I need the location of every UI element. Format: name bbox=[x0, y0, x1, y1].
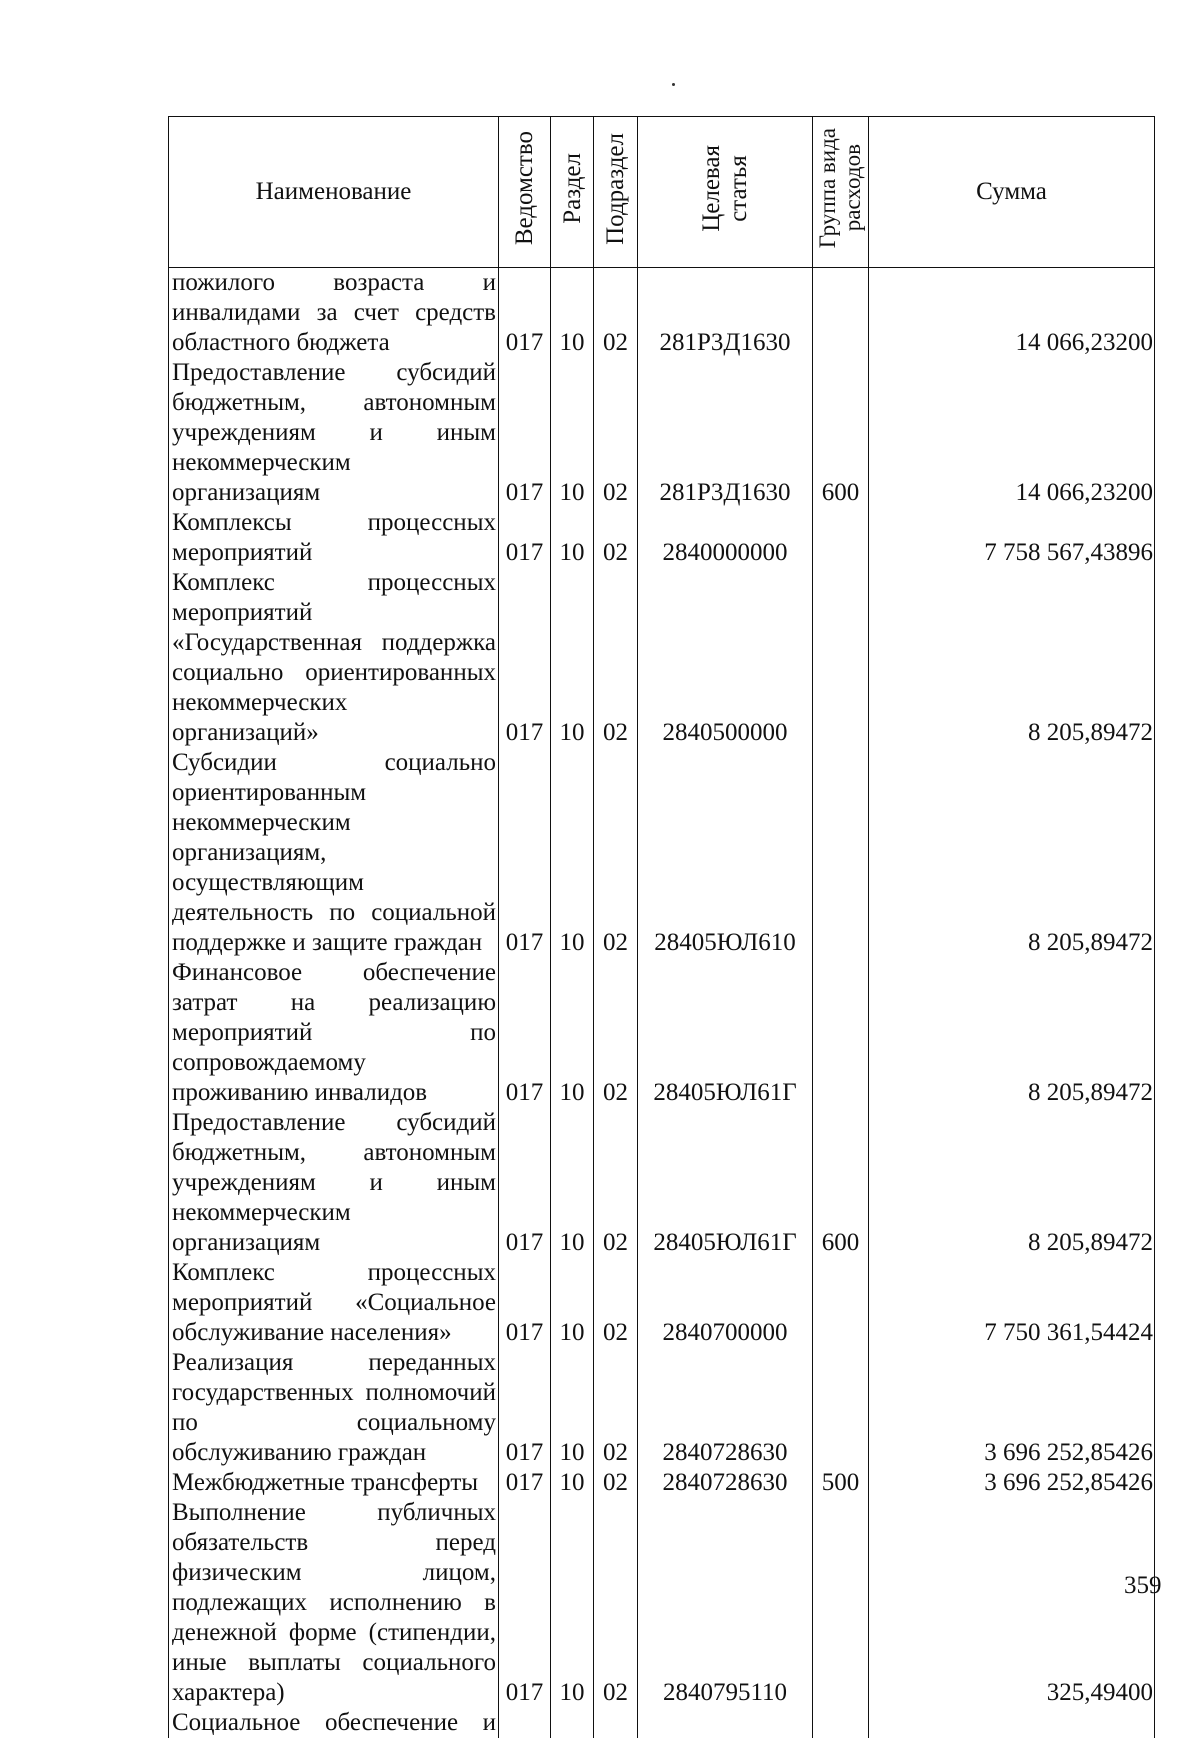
row-target: 281Р3Д1630 bbox=[638, 268, 813, 359]
row-subsection bbox=[594, 1708, 638, 1738]
row-subsection: 02 bbox=[594, 1348, 638, 1468]
header-sum: Сумма bbox=[869, 117, 1155, 268]
row-section: 10 bbox=[551, 268, 594, 359]
row-section: 10 bbox=[551, 508, 594, 568]
table-row bbox=[169, 268, 1155, 359]
header-dept: Ведомство bbox=[499, 117, 551, 268]
row-group bbox=[813, 1708, 869, 1738]
row-group bbox=[813, 748, 869, 958]
table-row bbox=[169, 748, 1155, 958]
row-group bbox=[813, 1258, 869, 1348]
header-name: Наименование bbox=[169, 117, 499, 268]
row-target: 28405ЮЛ610 bbox=[638, 748, 813, 958]
row-name: Выполнение публичных обязательств перед физическим лицом, подлежащих исполнению в денежной форме (стипендии, иные выплаты социального характера) bbox=[169, 1498, 499, 1708]
header-group: Группа вида расходов bbox=[813, 117, 869, 268]
row-target: 28405ЮЛ61Г bbox=[638, 1108, 813, 1258]
row-sum: 7 758 567,43896 bbox=[869, 508, 1155, 568]
row-group bbox=[813, 1498, 869, 1708]
row-group bbox=[813, 508, 869, 568]
row-group: 600 bbox=[813, 358, 869, 508]
row-subsection: 02 bbox=[594, 1108, 638, 1258]
table-row bbox=[169, 1708, 1155, 1738]
row-sum bbox=[869, 1708, 1155, 1738]
row-target: 281Р3Д1630 bbox=[638, 358, 813, 508]
row-target: 2840000000 bbox=[638, 508, 813, 568]
row-target: 2840728630 bbox=[638, 1468, 813, 1498]
table-row bbox=[169, 958, 1155, 1108]
budget-table bbox=[168, 116, 1155, 1738]
row-subsection: 02 bbox=[594, 1498, 638, 1708]
row-dept: 017 bbox=[499, 1258, 551, 1348]
row-group bbox=[813, 1348, 869, 1468]
row-group bbox=[813, 958, 869, 1108]
row-dept bbox=[499, 1708, 551, 1738]
header-target: Целевая статья bbox=[638, 117, 813, 268]
row-section: 10 bbox=[551, 1348, 594, 1468]
row-group: 500 bbox=[813, 1468, 869, 1498]
row-sum: 3 696 252,85426 bbox=[869, 1348, 1155, 1468]
row-name: Предоставление субсидий бюджетным, автономным учреждениям и иным некоммерческим организациям bbox=[169, 1108, 499, 1258]
row-subsection: 02 bbox=[594, 568, 638, 748]
table-row bbox=[169, 1498, 1155, 1708]
row-name: Межбюджетные трансферты bbox=[169, 1468, 499, 1498]
row-subsection: 02 bbox=[594, 358, 638, 508]
row-dept: 017 bbox=[499, 748, 551, 958]
row-sum: 8 205,89472 bbox=[869, 568, 1155, 748]
row-sum: 8 205,89472 bbox=[869, 958, 1155, 1108]
row-dept: 017 bbox=[499, 1108, 551, 1258]
row-subsection: 02 bbox=[594, 1258, 638, 1348]
header-section: Раздел bbox=[551, 117, 594, 268]
row-target: 2840728630 bbox=[638, 1348, 813, 1468]
scan-speck bbox=[672, 83, 675, 86]
row-section bbox=[551, 1708, 594, 1738]
row-section: 10 bbox=[551, 568, 594, 748]
row-dept: 017 bbox=[499, 958, 551, 1108]
page-number: 359 bbox=[1124, 1572, 1162, 1599]
row-name: Комплексы процессных мероприятий bbox=[169, 508, 499, 568]
row-name: Реализация переданных государственных полномочий по социальному обслуживанию граждан bbox=[169, 1348, 499, 1468]
row-group bbox=[813, 268, 869, 359]
row-target: 2840795110 bbox=[638, 1498, 813, 1708]
row-target: 2840700000 bbox=[638, 1258, 813, 1348]
row-subsection: 02 bbox=[594, 748, 638, 958]
row-section: 10 bbox=[551, 748, 594, 958]
row-sum: 3 696 252,85426 bbox=[869, 1468, 1155, 1498]
table-row bbox=[169, 358, 1155, 508]
row-target bbox=[638, 1708, 813, 1738]
table-row bbox=[169, 1258, 1155, 1348]
row-name: Финансовое обеспечение затрат на реализацию мероприятий по сопровождаемому проживанию инвалидов bbox=[169, 958, 499, 1108]
row-sum: 7 750 361,54424 bbox=[869, 1258, 1155, 1348]
row-dept: 017 bbox=[499, 1498, 551, 1708]
table-header-row bbox=[169, 117, 1155, 268]
row-subsection: 02 bbox=[594, 958, 638, 1108]
row-name: пожилого возраста и инвалидами за счет средств областного бюджета bbox=[169, 268, 499, 359]
table-row bbox=[169, 1108, 1155, 1258]
table-row bbox=[169, 508, 1155, 568]
row-section: 10 bbox=[551, 1258, 594, 1348]
budget-table-container bbox=[168, 116, 1154, 1738]
row-subsection: 02 bbox=[594, 268, 638, 359]
row-group: 600 bbox=[813, 1108, 869, 1258]
row-subsection: 02 bbox=[594, 1468, 638, 1498]
row-dept: 017 bbox=[499, 1468, 551, 1498]
table-row bbox=[169, 1348, 1155, 1468]
row-dept: 017 bbox=[499, 508, 551, 568]
row-group bbox=[813, 568, 869, 748]
row-target: 2840500000 bbox=[638, 568, 813, 748]
row-section: 10 bbox=[551, 958, 594, 1108]
row-name: Предоставление субсидий бюджетным, автономным учреждениям и иным некоммерческим организациям bbox=[169, 358, 499, 508]
row-name: Субсидии социально ориентированным некоммерческим организациям, осуществляющим деятельность по социальной поддержке и защите граждан bbox=[169, 748, 499, 958]
table-row bbox=[169, 1468, 1155, 1498]
row-dept: 017 bbox=[499, 358, 551, 508]
row-section: 10 bbox=[551, 1108, 594, 1258]
row-name: Комплекс процессных мероприятий «Социальное обслуживание населения» bbox=[169, 1258, 499, 1348]
row-dept: 017 bbox=[499, 568, 551, 748]
row-section: 10 bbox=[551, 358, 594, 508]
row-section: 10 bbox=[551, 1498, 594, 1708]
row-section: 10 bbox=[551, 1468, 594, 1498]
row-sum: 8 205,89472 bbox=[869, 1108, 1155, 1258]
header-subsection: Подраздел bbox=[594, 117, 638, 268]
row-sum: 14 066,23200 bbox=[869, 358, 1155, 508]
row-sum: 325,49400 bbox=[869, 1498, 1155, 1708]
row-name: Комплекс процессных мероприятий «Государственная поддержка социально ориентированных некоммерческих организаций» bbox=[169, 568, 499, 748]
table-row bbox=[169, 568, 1155, 748]
row-subsection: 02 bbox=[594, 508, 638, 568]
row-sum: 8 205,89472 bbox=[869, 748, 1155, 958]
row-dept: 017 bbox=[499, 268, 551, 359]
row-dept: 017 bbox=[499, 1348, 551, 1468]
row-sum: 14 066,23200 bbox=[869, 268, 1155, 359]
row-name: Социальное обеспечение и bbox=[169, 1708, 499, 1738]
row-target: 28405ЮЛ61Г bbox=[638, 958, 813, 1108]
